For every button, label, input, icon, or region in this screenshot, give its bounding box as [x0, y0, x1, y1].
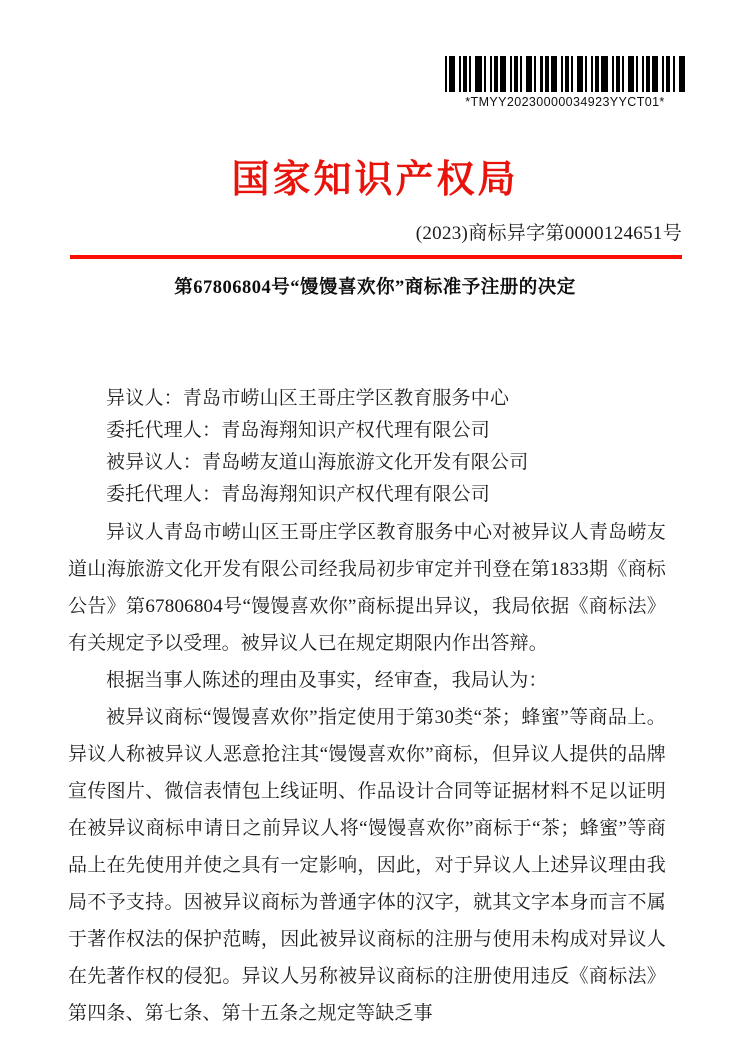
party-line-respondent: 被异议人：青岛崂友道山海旅游文化开发有限公司	[106, 452, 529, 473]
party-line-opponent: 异议人：青岛市崂山区王哥庄学区教育服务中心	[106, 388, 510, 409]
party-line-respondent-agent: 委托代理人：青岛海翔知识产权代理有限公司	[106, 484, 491, 505]
document-subtitle: 第67806804号“馒馒喜欢你”商标准予注册的决定	[174, 278, 576, 298]
document-number: (2023)商标异字第0000124651号	[415, 223, 682, 244]
body-paragraph-case-summary: 异议人青岛市崂山区王哥庄学区教育服务中心对被异议人青岛崂友道山海旅游文化开发有限公司经我局初步审定并刊登在第1833期《商标公告》第67806804号“馒馒喜欢你”商标提出异议，我局依据《商标法》有关规定予以受理。被异议人已在规定期限内作出答辩。	[68, 522, 666, 654]
organization-title: 国家知识产权局	[231, 159, 519, 201]
party-line-opponent-agent: 委托代理人：青岛海翔知识产权代理有限公司	[106, 420, 491, 441]
barcode-block	[445, 56, 685, 109]
red-divider-rule	[70, 255, 682, 259]
body-paragraph-reasoning: 被异议商标“馒馒喜欢你”指定使用于第30类“茶；蜂蜜”等商品上。异议人称被异议人恶意抢注其“馒馒喜欢你”商标，但异议人提供的品牌宣传图片、微信表情包上线证明、作品设计合同等证据材料不足以证明在被异议商标申请日之前异议人将“馒馒喜欢你”商标于“茶；蜂蜜”等商品上在先使用并使之具有一定影响，因此，对于异议人上述异议理由我局不予支持。因被异议商标为普通字体的汉字，就其文字本身而言不属于著作权法的保护范畴，因此被异议商标的注册与使用未构成对异议人在先著作权的侵犯。异议人另称被异议商标的注册使用违反《商标法》第四条、第七条、第十五条之规定等缺乏事	[68, 707, 666, 1024]
document-body	[68, 383, 666, 1032]
barcode-icon	[445, 56, 685, 92]
barcode-text: *TMYY20230000034923YYCT01*	[465, 95, 665, 109]
body-paragraph-finding-intro: 根据当事人陈述的理由及事实，经审查，我局认为：	[106, 670, 548, 691]
